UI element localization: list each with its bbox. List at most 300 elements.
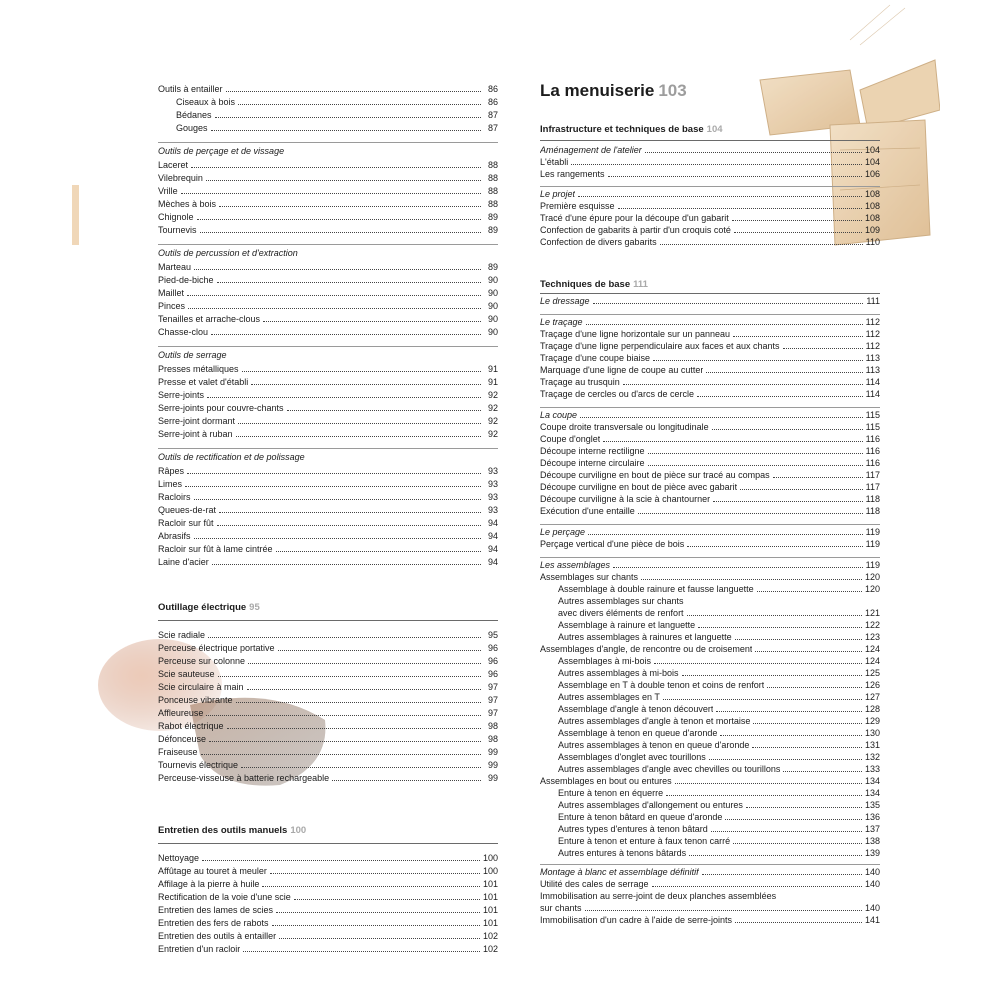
toc-entry[interactable] (158, 262, 498, 273)
toc-entry-page: 86 (487, 84, 498, 94)
toc-entry-label: Entretien des lames de scies (158, 905, 274, 915)
toc-entry-label: Assemblage à tenon en queue d'aronde (558, 728, 718, 738)
toc-entry[interactable] (158, 403, 498, 414)
toc-entry-label: Traçage d'une ligne perpendiculaire aux faces et aux chants (540, 341, 780, 351)
toc-entry-page: 110 (865, 237, 880, 247)
toc-entry-label: Découpe curviligne en bout de pièce avec gabarit (540, 482, 738, 492)
toc-entry-page: 123 (864, 632, 880, 642)
toc-entry[interactable] (540, 824, 880, 835)
toc-entry-label: Chasse-clou (158, 327, 209, 337)
toc-entry-label: Ponceuse vibrante (158, 695, 233, 705)
toc-entry-label: Traçage d'une ligne horizontale sur un panneau (540, 329, 731, 339)
toc-entry-label: Autres assemblages en T (558, 692, 660, 702)
dot-leader (660, 244, 863, 245)
dot-leader (698, 627, 862, 628)
toc-entry-label: Laceret (158, 160, 189, 170)
toc-entry-label: Vrille (158, 186, 178, 196)
toc-entry[interactable] (158, 669, 498, 680)
dot-leader (735, 922, 862, 923)
toc-subheading-entry[interactable] (540, 410, 880, 421)
dot-leader (206, 715, 481, 716)
toc-entry-label: Enture à tenon en équerre (558, 788, 664, 798)
dot-leader (734, 232, 862, 233)
dot-leader (212, 564, 481, 565)
toc-entry[interactable] (158, 918, 498, 929)
dot-leader (238, 423, 481, 424)
toc-entry-page: 114 (865, 377, 880, 387)
toc-entry[interactable] (540, 446, 880, 457)
dot-leader (608, 176, 862, 177)
toc-entry-label: Autres assemblages d'angle à tenon et mortaise (558, 716, 751, 726)
dot-leader (188, 308, 481, 309)
dot-leader (618, 208, 862, 209)
toc-entry-label: Perceuse-visseuse à batterie rechargeable (158, 773, 330, 783)
dot-leader (187, 295, 481, 296)
toc-subheading: Outils de serrage (158, 350, 227, 360)
toc-subheading-entry[interactable] (540, 867, 880, 878)
toc-entry-page: 88 (487, 199, 498, 209)
dot-leader (218, 676, 481, 677)
toc-entry-label: Affûtage au touret à meuler (158, 866, 267, 876)
divider (540, 557, 880, 558)
toc-entry[interactable] (540, 434, 880, 445)
toc-subheading-entry[interactable] (540, 296, 880, 307)
toc-entry[interactable] (158, 518, 498, 529)
toc-entry-label: Première esquisse (540, 201, 615, 211)
dot-leader (191, 167, 481, 168)
dot-leader (682, 675, 862, 676)
chapter-page: 103 (658, 81, 687, 100)
toc-entry[interactable] (540, 482, 880, 493)
toc-entry-label: Autres assemblages sur chants (558, 596, 684, 606)
toc-entry[interactable] (158, 429, 498, 440)
toc-entry-page: 92 (487, 390, 498, 400)
dot-leader (270, 873, 480, 874)
toc-subheading: Outils de perçage et de vissage (158, 146, 285, 156)
toc-entry-label: Entretien des fers de rabots (158, 918, 269, 928)
toc-entry-page: 114 (865, 389, 880, 399)
dot-leader (187, 473, 481, 474)
toc-entry-page: 112 (865, 317, 880, 327)
toc-entry[interactable] (540, 656, 880, 667)
toc-entry[interactable] (540, 788, 880, 799)
toc-entry[interactable] (540, 632, 880, 643)
toc-entry-label: Serre-joints pour couvre-chants (158, 403, 284, 413)
toc-entry-label: Tracé d'une épure pour la découpe d'un gabarit (540, 213, 729, 223)
toc-entry[interactable] (158, 173, 498, 184)
toc-entry-page: 94 (487, 557, 498, 567)
section-title-electric[interactable] (158, 602, 260, 613)
toc-entry-label: Ciseaux à bois (176, 97, 236, 107)
toc-entry[interactable] (158, 773, 498, 784)
toc-entry-page: 91 (487, 364, 498, 374)
toc-entry-label: Scie circulaire à main (158, 682, 244, 692)
toc-entry-page: 118 (865, 506, 880, 516)
toc-entry-page: 88 (487, 186, 498, 196)
dot-leader (194, 269, 481, 270)
dot-leader (746, 807, 862, 808)
toc-entry[interactable] (540, 353, 880, 364)
toc-entry-page: 98 (487, 721, 498, 731)
toc-entry[interactable] (158, 944, 498, 955)
toc-entry[interactable] (540, 668, 880, 679)
toc-entry-label: Abrasifs (158, 531, 191, 541)
toc-entry-label: Immobilisation d'un cadre à l'aide de serre-joints (540, 915, 733, 925)
toc-entry[interactable] (540, 644, 880, 655)
dot-leader (757, 591, 862, 592)
toc-entry[interactable] (540, 458, 880, 469)
section-title-label: Techniques de base (540, 279, 631, 290)
toc-entry[interactable] (540, 169, 880, 180)
toc-entry-label: Confection de gabarits à partir d'un croquis coté (540, 225, 731, 235)
toc-entry-page: 101 (482, 879, 498, 889)
dot-leader (767, 687, 862, 688)
toc-entry-label: Rabot électrique (158, 721, 224, 731)
dot-leader (720, 735, 862, 736)
toc-subheading-entry[interactable] (540, 527, 880, 538)
toc-entry[interactable] (540, 365, 880, 376)
toc-entry-page: 93 (487, 492, 498, 502)
toc-entry-page: 96 (487, 656, 498, 666)
section-title-maintenance[interactable] (158, 825, 306, 836)
toc-subheading: Le dressage (540, 296, 590, 306)
toc-entry[interactable] (158, 760, 498, 771)
dot-leader (702, 874, 862, 875)
dot-leader (272, 925, 480, 926)
toc-entry[interactable] (540, 903, 880, 914)
toc-entry-page: 102 (482, 931, 498, 941)
toc-entry-label: Autres entures à tenons bâtards (558, 848, 687, 858)
dot-leader (243, 951, 480, 952)
toc-entry-page: 108 (864, 189, 880, 199)
toc-entry[interactable] (540, 800, 880, 811)
toc-entry[interactable] (540, 201, 880, 212)
toc-entry-label: Serre-joint à ruban (158, 429, 233, 439)
dot-leader (287, 410, 481, 411)
toc-entry-page: 122 (864, 620, 880, 630)
dot-leader (580, 417, 863, 418)
toc-entry[interactable] (158, 275, 498, 286)
toc-entry[interactable] (540, 341, 880, 352)
dot-leader (654, 663, 862, 664)
dot-leader (653, 360, 863, 361)
toc-entry[interactable] (540, 692, 880, 703)
toc-entry-label: Rectification de la voie d'une scie (158, 892, 291, 902)
toc-entry[interactable] (158, 747, 498, 758)
toc-entry[interactable] (158, 531, 498, 542)
toc-entry[interactable] (540, 539, 880, 550)
toc-entry-label: Marquage d'une ligne de coupe au cutter (540, 365, 704, 375)
toc-entry[interactable] (158, 853, 498, 864)
toc-entry-label: Scie sauteuse (158, 669, 215, 679)
toc-entry[interactable] (158, 327, 498, 338)
toc-entry-page: 131 (864, 740, 880, 750)
toc-entry-page: 99 (487, 773, 498, 783)
toc-entry[interactable] (540, 704, 880, 715)
toc-entry-page: 118 (865, 494, 880, 504)
dot-leader (716, 711, 862, 712)
toc-entry-page: 119 (865, 527, 880, 537)
toc-entry[interactable] (158, 225, 498, 236)
toc-entry-page: 109 (864, 225, 880, 235)
toc-subheading-entry[interactable] (540, 189, 880, 200)
toc-entry[interactable] (540, 572, 880, 583)
toc-entry[interactable] (540, 891, 880, 902)
page-edge-mark (72, 185, 79, 245)
toc-entry[interactable] (158, 721, 498, 732)
toc-entry[interactable] (158, 931, 498, 942)
toc-subheading-entry[interactable] (540, 145, 880, 156)
toc-entry[interactable] (158, 390, 498, 401)
toc-entry[interactable] (158, 544, 498, 555)
dot-leader (294, 899, 480, 900)
dot-leader (733, 843, 862, 844)
dot-leader (251, 384, 481, 385)
dot-leader (248, 663, 481, 664)
toc-entry[interactable] (540, 389, 880, 400)
divider (158, 244, 498, 245)
toc-entry-page: 124 (864, 644, 880, 654)
chapter-title-label: La menuiserie (540, 81, 655, 100)
toc-entry[interactable] (158, 656, 498, 667)
toc-entry[interactable] (540, 237, 880, 248)
toc-subheading: Le projet (540, 189, 576, 199)
toc-entry-label: Maillet (158, 288, 185, 298)
toc-entry[interactable] (540, 764, 880, 775)
dot-leader (219, 512, 481, 513)
toc-entry[interactable] (158, 377, 498, 388)
toc-entry[interactable] (158, 734, 498, 745)
dot-leader (773, 477, 863, 478)
dot-leader (207, 397, 481, 398)
toc-entry[interactable] (540, 608, 880, 619)
toc-entry-label: Nettoyage (158, 853, 200, 863)
dot-leader (194, 538, 481, 539)
toc-entry-page: 124 (864, 656, 880, 666)
toc-entry-label: Perçage vertical d'une pièce de bois (540, 539, 685, 549)
toc-entry-page: 86 (487, 97, 498, 107)
toc-entry[interactable] (158, 301, 498, 312)
toc-entry-page: 97 (487, 682, 498, 692)
toc-entry[interactable] (158, 160, 498, 171)
toc-entry[interactable] (158, 479, 498, 490)
toc-entry[interactable] (540, 596, 880, 607)
toc-entry[interactable] (540, 915, 880, 926)
toc-entry-page: 98 (487, 734, 498, 744)
toc-entry[interactable] (540, 506, 880, 517)
toc-entry-page: 102 (482, 944, 498, 954)
dot-leader (217, 282, 481, 283)
dot-leader (689, 855, 862, 856)
toc-entry[interactable] (540, 584, 880, 595)
toc-entry[interactable] (158, 186, 498, 197)
toc-entry-label: Râpes (158, 466, 185, 476)
toc-entry-page: 99 (487, 760, 498, 770)
toc-entry-page: 101 (482, 905, 498, 915)
toc-entry-page: 92 (487, 403, 498, 413)
toc-entry-label: Assemblage en T à double tenon et coins de renfort (558, 680, 765, 690)
toc-entry-label: Fraiseuse (158, 747, 198, 757)
divider (540, 314, 880, 315)
toc-subheading-entry[interactable] (540, 317, 880, 328)
dot-leader (712, 429, 863, 430)
toc-entry[interactable] (158, 466, 498, 477)
toc-entry-label: Affilage à la pierre à huile (158, 879, 260, 889)
toc-entry[interactable] (540, 225, 880, 236)
toc-entry-page: 134 (864, 776, 880, 786)
toc-entry[interactable] (540, 812, 880, 823)
toc-entry[interactable] (540, 680, 880, 691)
dot-leader (217, 525, 481, 526)
toc-entry-label: Limes (158, 479, 183, 489)
toc-entry[interactable] (158, 892, 498, 903)
dot-leader (752, 747, 862, 748)
dot-leader (593, 303, 863, 304)
dot-leader (585, 910, 862, 911)
toc-entry-page: 89 (487, 262, 498, 272)
dot-leader (226, 91, 481, 92)
dot-leader (706, 372, 862, 373)
toc-entry-page: 129 (864, 716, 880, 726)
toc-entry-label: Assemblages d'onglet avec tourillons (558, 752, 706, 762)
toc-entry-page: 108 (864, 201, 880, 211)
dot-leader (278, 650, 481, 651)
toc-entry-label: Autres assemblages d'angle avec chevilles ou tourillons (558, 764, 781, 774)
toc-entry[interactable] (158, 212, 498, 223)
toc-entry-label: Assemblages d'angle, de rencontre ou de croisement (540, 644, 753, 654)
toc-entry[interactable] (158, 288, 498, 299)
toc-entry[interactable] (158, 557, 498, 568)
toc-entry[interactable] (540, 620, 880, 631)
toc-entry[interactable] (158, 708, 498, 719)
toc-entry-label: Assemblages en bout ou entures (540, 776, 672, 786)
toc-entry[interactable] (158, 630, 498, 641)
dot-leader (209, 741, 481, 742)
divider (540, 140, 880, 141)
section-page: 104 (706, 124, 723, 135)
toc-subheading: Outils de percussion et d'extraction (158, 248, 298, 258)
toc-entry[interactable] (540, 879, 880, 890)
toc-entry[interactable] (158, 84, 498, 95)
toc-entry[interactable] (540, 329, 880, 340)
toc-entry-page: 99 (487, 747, 498, 757)
dot-leader (735, 639, 862, 640)
toc-entry-page: 115 (865, 422, 880, 432)
toc-entry[interactable] (158, 682, 498, 693)
toc-entry-label: Outils à entailler (158, 84, 223, 94)
dot-leader (709, 759, 862, 760)
toc-entry-label: Perceuse sur colonne (158, 656, 246, 666)
toc-entry[interactable] (158, 879, 498, 890)
toc-entry-label: Tournevis (158, 225, 197, 235)
toc-entry-page: 92 (487, 429, 498, 439)
toc-entry-page: 91 (487, 377, 498, 387)
dot-leader (652, 886, 862, 887)
toc-entry[interactable] (158, 695, 498, 706)
toc-entry-page: 97 (487, 708, 498, 718)
toc-entry[interactable] (158, 643, 498, 654)
toc-entry-label: Perceuse électrique portative (158, 643, 275, 653)
section-title-label: Outillage électrique (158, 602, 247, 613)
toc-entry[interactable] (540, 728, 880, 739)
toc-entry[interactable] (540, 157, 880, 168)
toc-entry-label: Tenailles et arrache-clous (158, 314, 261, 324)
toc-entry-page: 87 (487, 110, 498, 120)
toc-entry[interactable] (158, 505, 498, 516)
toc-entry-label: Assemblage d'angle à tenon découvert (558, 704, 714, 714)
toc-entry[interactable] (540, 848, 880, 859)
toc-entry-label: Laine d'acier (158, 557, 209, 567)
dot-leader (732, 220, 862, 221)
toc-entry[interactable] (540, 470, 880, 481)
chapter-title[interactable] (540, 81, 687, 101)
toc-entry[interactable] (540, 776, 880, 787)
toc-entry-page: 104 (864, 157, 880, 167)
dot-leader (194, 499, 481, 500)
toc-entry[interactable] (540, 740, 880, 751)
toc-entry-label: Vilebrequin (158, 173, 203, 183)
dot-leader (711, 831, 862, 832)
toc-entry[interactable] (540, 377, 880, 388)
dot-leader (227, 728, 481, 729)
toc-entry-page: 117 (865, 482, 880, 492)
toc-entry-label: Traçage de cercles ou d'arcs de cercle (540, 389, 694, 399)
toc-entry-page: 121 (864, 608, 880, 618)
toc-entry[interactable] (158, 314, 498, 325)
toc-entry-label: Scie radiale (158, 630, 206, 640)
section-title-infrastructure[interactable] (540, 124, 723, 135)
toc-entry[interactable] (540, 752, 880, 763)
toc-entry[interactable] (158, 364, 498, 375)
toc-entry-page: 140 (864, 903, 880, 913)
toc-entry[interactable] (540, 716, 880, 727)
toc-entry-label: Autres assemblages à mi-bois (558, 668, 679, 678)
toc-entry-label: Enture à tenon et enture à faux tenon carré (558, 836, 731, 846)
toc-entry[interactable] (158, 905, 498, 916)
toc-entry[interactable] (158, 492, 498, 503)
toc-entry[interactable] (158, 416, 498, 427)
toc-entry-label: Assemblages à mi-bois (558, 656, 652, 666)
toc-entry-page: 120 (864, 572, 880, 582)
toc-entry[interactable] (158, 199, 498, 210)
toc-entry[interactable] (158, 123, 498, 134)
toc-entry-page: 116 (865, 446, 880, 456)
toc-entry-page: 113 (865, 365, 880, 375)
dot-leader (663, 699, 862, 700)
toc-entry[interactable] (540, 836, 880, 847)
dot-leader (641, 579, 862, 580)
toc-entry-label: Autres assemblages à tenon en queue d'aronde (558, 740, 750, 750)
toc-entry-page: 106 (864, 169, 880, 179)
toc-entry[interactable] (540, 422, 880, 433)
toc-subheading-entry[interactable] (540, 560, 880, 571)
toc-entry-page: 112 (865, 329, 880, 339)
toc-entry[interactable] (158, 110, 498, 121)
toc-entry[interactable] (158, 97, 498, 108)
dot-leader (725, 819, 862, 820)
toc-entry-label: Traçage au trusquin (540, 377, 620, 387)
toc-entry-page: 100 (482, 866, 498, 876)
toc-entry-page: 93 (487, 466, 498, 476)
toc-entry[interactable] (158, 866, 498, 877)
section-page: 100 (290, 825, 307, 836)
dot-leader (276, 912, 480, 913)
section-title-basics[interactable] (540, 279, 648, 290)
toc-entry[interactable] (540, 494, 880, 505)
toc-entry-page: 116 (865, 458, 880, 468)
toc-entry[interactable] (540, 213, 880, 224)
toc-entry-label: Affleureuse (158, 708, 204, 718)
